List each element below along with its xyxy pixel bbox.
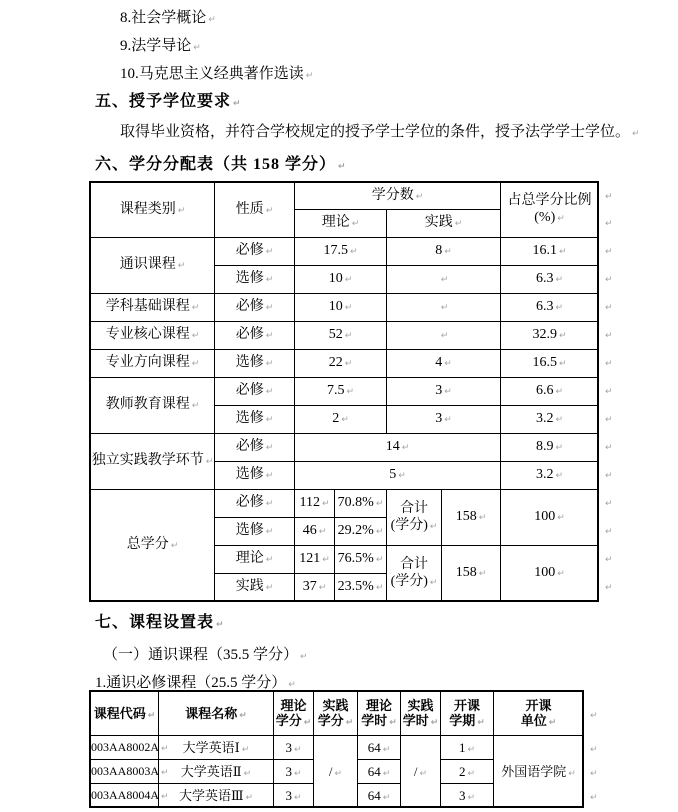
paragraph-mark-icon: ↵ — [375, 583, 384, 594]
paragraph-mark-icon: ↵ — [605, 583, 613, 594]
cell-theory-hours: 64 ↵ — [358, 736, 401, 760]
paragraph-mark-icon: ↵ — [265, 247, 274, 258]
paragraph-mark-icon: ↵ — [440, 275, 449, 286]
cell-course-code: 003AA8003A ↵ — [91, 760, 159, 784]
paragraph-mark-icon: ↵ — [590, 768, 598, 779]
row-end-mark — [584, 736, 604, 760]
cell-ratio: 16.1 ↵ — [501, 238, 599, 266]
cell-category: 教师教育课程 ↵ — [91, 378, 215, 434]
paragraph-mark-icon: ↵ — [605, 471, 613, 482]
cell-theory-credits: 7.5 ↵ — [295, 378, 387, 406]
header-practice-hours — [401, 692, 441, 736]
paragraph-mark-icon: ↵ — [401, 443, 410, 454]
cell-total: 158 ↵ — [442, 490, 501, 546]
paragraph-mark-icon: ↵ — [454, 219, 463, 230]
subsection-2-heading: 1.通识必修课程（25.5 学分） ↵ — [95, 675, 296, 691]
paragraph-mark-icon: ↵ — [605, 359, 613, 370]
table-row — [91, 378, 619, 406]
header-line1: 理论 — [280, 697, 307, 713]
paragraph-mark-icon: ↵ — [478, 513, 487, 524]
paragraph-mark-icon: ↵ — [559, 247, 567, 258]
paragraph-mark-icon: ↵ — [265, 205, 274, 216]
paragraph-mark-icon: ↵ — [161, 792, 169, 803]
paragraph-mark-icon: ↵ — [322, 555, 330, 566]
paragraph-mark-icon: ↵ — [265, 555, 274, 566]
paragraph-mark-icon: ↵ — [265, 499, 274, 510]
section-6-heading: 六、学分分配表（共 158 学分） ↵ — [95, 156, 347, 173]
section-5-heading: 五、授予学位要求 ↵ — [95, 93, 242, 110]
list-item-9: 9.法学导论 ↵ — [120, 38, 201, 54]
row-end-mark — [599, 574, 619, 602]
paragraph-mark-icon: ↵ — [177, 205, 186, 216]
paragraph-mark-icon: ↵ — [208, 15, 216, 25]
header-semester — [441, 692, 494, 736]
header-course-category: 课程类别 ↵ — [91, 183, 215, 238]
cell-semester: 1 ↵ — [441, 736, 494, 760]
paragraph-mark-icon: ↵ — [605, 191, 613, 202]
subsection-1-heading: （一）通识课程（35.5 学分） ↵ — [103, 647, 308, 663]
paragraph-mark-icon: ↵ — [382, 792, 391, 803]
paragraph-mark-icon: ↵ — [177, 261, 186, 272]
paragraph-mark-icon: ↵ — [344, 331, 353, 342]
cell-nature: 必修 ↵ — [215, 322, 295, 350]
paragraph-mark-icon: ↵ — [245, 792, 254, 803]
cell-value: 37 ↵ — [295, 574, 335, 602]
row-end-mark — [599, 462, 619, 490]
paragraph-mark-icon: ↵ — [555, 303, 564, 314]
header-line1: 理论 — [365, 697, 392, 713]
paragraph-mark-icon: ↵ — [590, 744, 598, 755]
header-nature: 性质 ↵ — [215, 183, 295, 238]
paragraph-mark-icon: ↵ — [344, 359, 353, 370]
cell-practice-credit-merged: / ↵ — [314, 736, 358, 808]
header-department — [494, 692, 584, 736]
paragraph-mark-icon: ↵ — [467, 744, 476, 755]
cell-nature: 必修 ↵ — [215, 378, 295, 406]
cell-theory-credits: 2 ↵ — [295, 406, 387, 434]
cell-theory-credit: 3 ↵ — [274, 760, 314, 784]
cell-ratio: 100 ↵ — [501, 546, 599, 602]
paragraph-mark-icon: ↵ — [265, 583, 274, 594]
header-line1: 实践 — [322, 697, 349, 713]
cell-ratio: 6.6 ↵ — [501, 378, 599, 406]
cell-theory-hours: 64 ↵ — [358, 784, 401, 808]
paragraph-mark-icon: ↵ — [605, 247, 613, 258]
paragraph-mark-icon: ↵ — [555, 443, 564, 454]
cell-theory-credit: 3 ↵ — [274, 784, 314, 808]
cell-nature: 选修 ↵ — [215, 406, 295, 434]
cell-nature: 实践 ↵ — [215, 574, 295, 602]
paragraph-mark-icon: ↵ — [375, 555, 384, 566]
cell-theory-credit: 3 ↵ — [274, 736, 314, 760]
paragraph-mark-icon: ↵ — [632, 129, 640, 139]
cell-nature: 理论 ↵ — [215, 546, 295, 574]
cell-department-merged: 外国语学院 ↵ — [494, 736, 584, 808]
list-item-8: 8.社会学概论 ↵ — [120, 10, 216, 26]
paragraph-mark-icon: ↵ — [605, 275, 613, 286]
table-row — [91, 490, 619, 518]
paragraph-mark-icon: ↵ — [161, 768, 169, 779]
paragraph-mark-icon: ↵ — [559, 331, 567, 342]
cell-nature: 选修 ↵ — [215, 266, 295, 294]
cell-total-label — [387, 490, 442, 546]
paragraph-mark-icon: ↵ — [419, 768, 428, 779]
paragraph-mark-icon: ↵ — [467, 768, 476, 779]
row-end-mark — [584, 692, 604, 736]
paragraph-mark-icon: ↵ — [241, 744, 250, 755]
header-line2: 学时 — [402, 713, 429, 729]
cell-theory-credits: 17.5 ↵ — [295, 238, 387, 266]
paragraph-mark-icon: ↵ — [440, 303, 449, 314]
header-line1: 开课 — [525, 697, 552, 713]
header-theory-hours — [358, 692, 401, 736]
row-end-mark — [599, 183, 619, 210]
credit-distribution-table — [90, 182, 619, 602]
header-line2: 学分 — [317, 713, 344, 729]
paragraph-mark-icon: ↵ — [467, 792, 476, 803]
paragraph-mark-icon: ↵ — [344, 275, 353, 286]
cell-percent: 70.8% ↵ — [335, 490, 387, 518]
paragraph-mark-icon: ↵ — [351, 219, 360, 230]
cell-ratio: 100 ↵ — [501, 490, 599, 546]
paragraph-mark-icon: ↵ — [216, 620, 225, 630]
paragraph-mark-icon: ↵ — [590, 710, 598, 721]
header-practice-credit — [314, 692, 358, 736]
paragraph-mark-icon: ↵ — [338, 162, 347, 172]
paragraph-mark-icon: ↵ — [590, 792, 598, 803]
cell-semester: 3 ↵ — [441, 784, 494, 808]
cell-ratio: 6.3 ↵ — [501, 294, 599, 322]
table-row — [91, 238, 619, 266]
paragraph-mark-icon: ↵ — [444, 359, 452, 370]
paragraph-mark-icon: ↵ — [440, 331, 449, 342]
cell-theory-credits: 10 ↵ — [295, 266, 387, 294]
cell-category: 学科基础课程 ↵ — [91, 294, 215, 322]
paragraph-mark-icon: ↵ — [321, 499, 330, 510]
cell-ratio: 16.5 ↵ — [501, 350, 599, 378]
paragraph-mark-icon: ↵ — [555, 415, 564, 426]
paragraph-mark-icon: ↵ — [205, 457, 214, 468]
cell-category: 总学分 ↵ — [91, 490, 215, 602]
cell-nature: 必修 ↵ — [215, 294, 295, 322]
total-label-line1: 合计 — [400, 500, 428, 516]
cell-percent: 29.2% ↵ — [335, 518, 387, 546]
total-label-line2: (学分) — [390, 517, 428, 533]
row-end-mark — [599, 490, 619, 518]
paragraph-mark-icon: ↵ — [444, 415, 452, 426]
cell-practice-empty — [387, 294, 501, 322]
paragraph-mark-icon: ↵ — [293, 792, 302, 803]
paragraph-mark-icon: ↵ — [548, 718, 557, 729]
paragraph-mark-icon: ↵ — [605, 555, 613, 566]
paragraph-mark-icon: ↵ — [265, 359, 274, 370]
paragraph-mark-icon: ↵ — [341, 415, 349, 426]
paragraph-mark-icon: ↵ — [382, 768, 391, 779]
cell-nature: 选修 ↵ — [215, 462, 295, 490]
paragraph-mark-icon: ↵ — [303, 718, 312, 729]
paragraph-mark-icon: ↵ — [478, 569, 487, 580]
cell-theory-credits: 52 ↵ — [295, 322, 387, 350]
paragraph-mark-icon: ↵ — [429, 577, 438, 588]
paragraph-mark-icon: ↵ — [288, 680, 296, 690]
paragraph-mark-icon: ↵ — [398, 471, 406, 482]
cell-practice-credits: 4 ↵ — [387, 350, 501, 378]
paragraph-mark-icon: ↵ — [477, 718, 485, 729]
row-end-mark — [599, 350, 619, 378]
row-end-mark — [599, 322, 619, 350]
row-end-mark — [599, 406, 619, 434]
header-line2: 学时 — [361, 713, 388, 729]
paragraph-mark-icon: ↵ — [375, 499, 384, 510]
section-7-heading: 七、课程设置表 ↵ — [95, 614, 225, 631]
header-ratio-line1: 占总学分比例 — [507, 193, 592, 209]
paragraph-mark-icon: ↵ — [147, 710, 156, 721]
row-end-mark — [584, 784, 604, 808]
header-practice: 实践 ↵ — [387, 210, 501, 238]
total-label-line2: (学分) — [390, 573, 428, 589]
paragraph-mark-icon: ↵ — [265, 527, 274, 538]
paragraph-mark-icon: ↵ — [415, 191, 424, 202]
header-line1: 开课 — [453, 697, 480, 713]
header-theory-credit — [274, 692, 314, 736]
row-end-mark — [584, 760, 604, 784]
paragraph-mark-icon: ↵ — [265, 443, 274, 454]
header-ratio — [501, 183, 599, 238]
cell-course-code: 003AA8004A ↵ — [91, 784, 159, 808]
row-end-mark — [599, 266, 619, 294]
paragraph-mark-icon: ↵ — [389, 718, 397, 729]
paragraph-mark-icon: ↵ — [555, 275, 564, 286]
paragraph-mark-icon: ↵ — [265, 415, 274, 426]
cell-nature: 必修 ↵ — [215, 490, 295, 518]
cell-category: 专业核心课程 ↵ — [91, 322, 215, 350]
row-end-mark — [599, 546, 619, 574]
cell-practice-empty — [387, 266, 501, 294]
cell-theory-credits: 22 ↵ — [295, 350, 387, 378]
paragraph-mark-icon: ↵ — [239, 710, 247, 721]
cell-merged-credits: 5 ↵ — [295, 462, 501, 490]
paragraph-mark-icon: ↵ — [344, 303, 353, 314]
cell-value: 46 ↵ — [295, 518, 335, 546]
cell-practice-empty — [387, 322, 501, 350]
paragraph-mark-icon: ↵ — [605, 499, 613, 510]
paragraph-mark-icon: ↵ — [429, 521, 438, 532]
paragraph-mark-icon: ↵ — [300, 652, 308, 662]
row-end-mark — [599, 518, 619, 546]
table-row — [91, 350, 619, 378]
paragraph-mark-icon: ↵ — [345, 718, 354, 729]
paragraph-mark-icon: ↵ — [191, 303, 200, 314]
paragraph-mark-icon: ↵ — [557, 513, 565, 524]
header-theory: 理论 ↵ — [295, 210, 387, 238]
cell-value: 121 ↵ — [295, 546, 335, 574]
cell-total-label — [387, 546, 442, 602]
paragraph-mark-icon: ↵ — [318, 583, 327, 594]
cell-total: 158 ↵ — [442, 546, 501, 602]
paragraph-mark-icon: ↵ — [605, 443, 613, 454]
cell-practice-credits: 8 ↵ — [387, 238, 501, 266]
paragraph-mark-icon: ↵ — [555, 471, 564, 482]
cell-nature: 必修 ↵ — [215, 434, 295, 462]
paragraph-mark-icon: ↵ — [161, 744, 169, 755]
header-ratio-line2: (%) — [534, 210, 556, 225]
paragraph-mark-icon: ↵ — [557, 569, 565, 580]
header-course-name: 课程名称 ↵ — [159, 692, 274, 736]
paragraph-mark-icon: ↵ — [293, 768, 302, 779]
cell-value: 112 ↵ — [295, 490, 335, 518]
paragraph-mark-icon: ↵ — [293, 744, 302, 755]
row-end-mark — [599, 238, 619, 266]
header-credits: 学分数 ↵ — [295, 183, 501, 210]
cell-course-code: 003AA8002A ↵ — [91, 736, 159, 760]
table-row — [91, 736, 604, 760]
paragraph-mark-icon: ↵ — [605, 527, 613, 538]
cell-practice-hours-merged: / ↵ — [401, 736, 441, 808]
table-row — [91, 434, 619, 462]
paragraph-mark-icon: ↵ — [265, 471, 274, 482]
paragraph-mark-icon: ↵ — [318, 527, 327, 538]
total-label-line1: 合计 — [400, 556, 428, 572]
paragraph-mark-icon: ↵ — [191, 401, 200, 412]
header-line2: 学期 — [449, 713, 476, 729]
paragraph-mark-icon: ↵ — [605, 415, 613, 426]
paragraph-mark-icon: ↵ — [605, 387, 613, 398]
cell-merged-credits: 14 ↵ — [295, 434, 501, 462]
cell-ratio: 6.3 ↵ — [501, 266, 599, 294]
header-line1: 实践 — [407, 697, 434, 713]
cell-theory-hours: 64 ↵ — [358, 760, 401, 784]
cell-nature: 选修 ↵ — [215, 350, 295, 378]
section-5-paragraph: 取得毕业资格，并符合学校规定的授予学士学位的条件，授予法学学士学位。 ↵ — [120, 124, 640, 140]
paragraph-mark-icon: ↵ — [265, 303, 274, 314]
header-line2: 单位 — [520, 713, 547, 729]
cell-practice-credits: 3 ↵ — [387, 378, 501, 406]
paragraph-mark-icon: ↵ — [334, 768, 343, 779]
cell-ratio: 3.2 ↵ — [501, 406, 599, 434]
cell-category: 通识课程 ↵ — [91, 238, 215, 294]
cell-category: 独立实践教学环节 ↵ — [91, 434, 215, 490]
row-end-mark — [599, 294, 619, 322]
paragraph-mark-icon: ↵ — [444, 247, 452, 258]
paragraph-mark-icon: ↵ — [346, 387, 355, 398]
paragraph-mark-icon: ↵ — [568, 768, 576, 779]
cell-course-name: 大学英语Ⅲ ↵ — [159, 784, 274, 808]
paragraph-mark-icon: ↵ — [193, 43, 201, 53]
cell-course-name: 大学英语Ⅰ ↵ — [159, 736, 274, 760]
paragraph-mark-icon: ↵ — [265, 275, 274, 286]
cell-percent: 23.5% ↵ — [335, 574, 387, 602]
cell-ratio: 8.9 ↵ — [501, 434, 599, 462]
list-item-10: 10.马克思主义经典著作选读 ↵ — [120, 66, 314, 82]
cell-ratio: 3.2 ↵ — [501, 462, 599, 490]
row-end-mark — [599, 210, 619, 238]
paragraph-mark-icon: ↵ — [243, 768, 252, 779]
cell-nature: 必修 ↵ — [215, 238, 295, 266]
cell-semester: 2 ↵ — [441, 760, 494, 784]
table-row — [91, 322, 619, 350]
header-course-code: 课程代码 ↵ — [91, 692, 159, 736]
cell-practice-credits: 3 ↵ — [387, 406, 501, 434]
paragraph-mark-icon: ↵ — [233, 99, 242, 109]
paragraph-mark-icon: ↵ — [605, 303, 613, 314]
cell-nature: 选修 ↵ — [215, 518, 295, 546]
paragraph-mark-icon: ↵ — [605, 331, 613, 342]
paragraph-mark-icon: ↵ — [430, 718, 439, 729]
course-setup-table — [90, 691, 604, 808]
paragraph-mark-icon: ↵ — [265, 387, 274, 398]
paragraph-mark-icon: ↵ — [555, 387, 564, 398]
paragraph-mark-icon: ↵ — [375, 527, 384, 538]
cell-course-name: 大学英语Ⅱ ↵ — [159, 760, 274, 784]
paragraph-mark-icon: ↵ — [559, 359, 567, 370]
paragraph-mark-icon: ↵ — [349, 247, 358, 258]
cell-theory-credits: 10 ↵ — [295, 294, 387, 322]
row-end-mark — [599, 434, 619, 462]
paragraph-mark-icon: ↵ — [605, 219, 613, 230]
paragraph-mark-icon: ↵ — [170, 541, 179, 552]
paragraph-mark-icon: ↵ — [191, 359, 200, 370]
paragraph-mark-icon: ↵ — [444, 387, 452, 398]
paragraph-mark-icon: ↵ — [557, 214, 565, 224]
header-line2: 学分 — [275, 713, 302, 729]
table-row — [91, 294, 619, 322]
cell-percent: 76.5% ↵ — [335, 546, 387, 574]
cell-ratio: 32.9 ↵ — [501, 322, 599, 350]
row-end-mark — [599, 378, 619, 406]
cell-category: 专业方向课程 ↵ — [91, 350, 215, 378]
paragraph-mark-icon: ↵ — [305, 71, 314, 81]
paragraph-mark-icon: ↵ — [191, 331, 200, 342]
paragraph-mark-icon: ↵ — [265, 331, 274, 342]
paragraph-mark-icon: ↵ — [382, 744, 391, 755]
